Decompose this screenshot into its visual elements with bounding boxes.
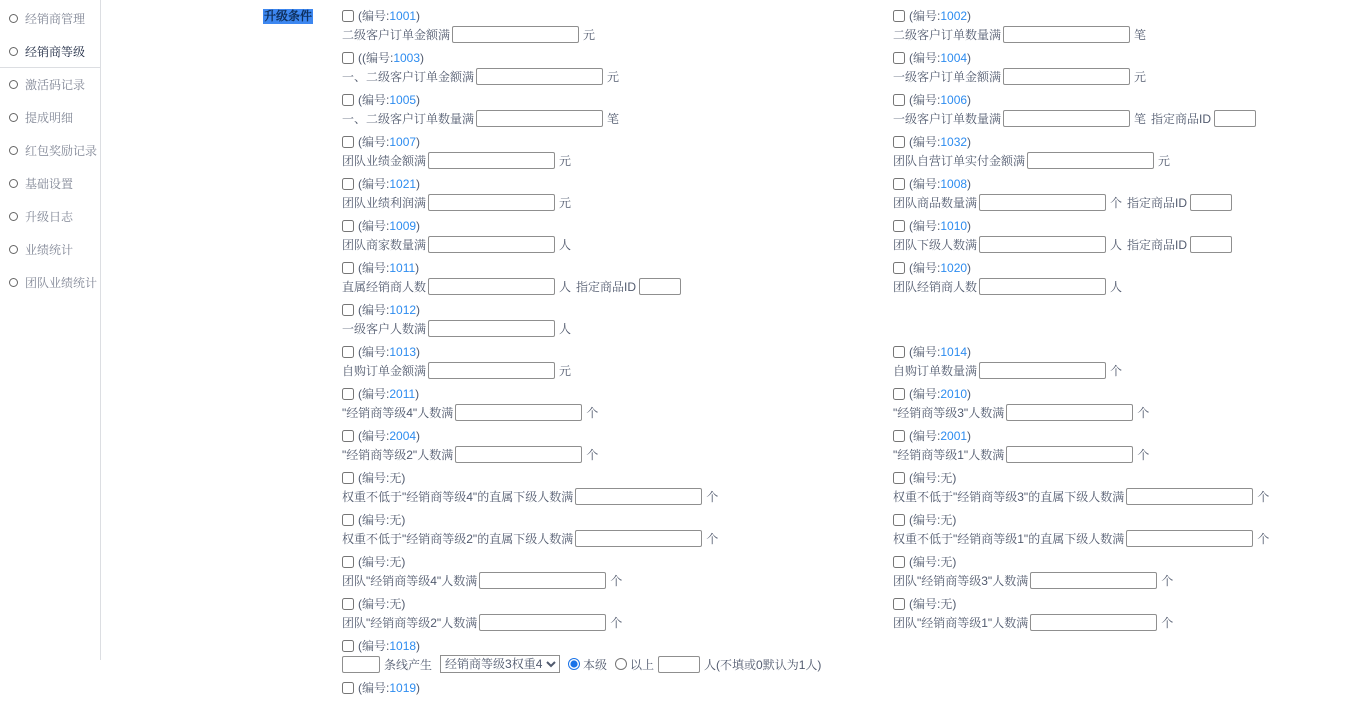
condition-block-无: [342, 512, 893, 547]
lines-count-input[interactable]: [342, 656, 380, 673]
unit-label: 人: [1110, 279, 1123, 294]
condition-block-1020: [893, 260, 1353, 295]
condition-block-1005: [342, 92, 893, 127]
sidebar-item-label: 经销商管理: [25, 12, 86, 26]
circle-bullet-icon: [9, 245, 18, 254]
unit-label: 个: [610, 573, 623, 588]
unit-label: 个: [610, 615, 623, 630]
condition-block-1008: [893, 176, 1353, 211]
sidebar-item-7[interactable]: [0, 233, 100, 266]
condition-col-left: [342, 176, 893, 218]
condition-checkbox-2011[interactable]: [342, 388, 354, 400]
scope-radio-option[interactable]: [564, 656, 607, 673]
condition-col-right: [893, 176, 1353, 218]
condition-block-1011: [342, 260, 893, 295]
scope-radio-label: 以上: [630, 657, 655, 672]
condition-row-5: [342, 218, 1353, 260]
condition-checkbox-1008[interactable]: [893, 178, 905, 190]
circle-bullet-icon: [9, 80, 18, 89]
condition-value-input-1011[interactable]: [428, 278, 555, 295]
circle-bullet-icon: [9, 14, 18, 23]
condition-col-left: [342, 554, 893, 596]
condition-code: (编号:1020): [909, 261, 972, 275]
condition-block-1018: [342, 638, 893, 673]
condition-code: (编号:无): [358, 471, 406, 485]
condition-col-left: [342, 680, 893, 703]
condition-checkbox-1019[interactable]: [342, 682, 354, 694]
sidebar-item-8[interactable]: [0, 266, 100, 299]
unit-label: 元: [559, 195, 572, 210]
sidebar-item-5[interactable]: [0, 167, 100, 200]
condition-label: 团队业绩金额满: [342, 153, 427, 168]
unit-label: 个: [706, 531, 719, 546]
unit-label: 个: [586, 447, 599, 462]
condition-checkbox-2010[interactable]: [893, 388, 905, 400]
condition-value-input-无[interactable]: [575, 530, 702, 547]
condition-code: (编号:1021): [358, 177, 421, 191]
condition-label: 二级客户订单金额满: [342, 27, 451, 42]
sidebar-item-label: 升级日志: [25, 210, 74, 224]
sidebar-item-2[interactable]: [0, 68, 100, 101]
condition-value-input-无[interactable]: [479, 572, 606, 589]
sidebar-item-1[interactable]: [0, 35, 100, 68]
condition-value-input-1007[interactable]: [428, 152, 555, 169]
condition-value-input-1020[interactable]: [979, 278, 1106, 295]
condition-checkbox-1006[interactable]: [893, 94, 905, 106]
condition-col-left: [342, 428, 893, 470]
condition-value-input-2010[interactable]: [1006, 404, 1133, 421]
product-id-label: 指定商品ID: [1127, 237, 1188, 252]
condition-code: (编号:1010): [909, 219, 972, 233]
condition-col-right: [893, 512, 1353, 554]
condition-block-1014: [893, 344, 1353, 379]
condition-block-1013: [342, 344, 893, 379]
condition-col-right: [893, 638, 1353, 680]
condition-checkbox-1020[interactable]: [893, 262, 905, 274]
condition-value-input-无[interactable]: [575, 488, 702, 505]
condition-block-1006: [893, 92, 1353, 127]
condition-code: (编号:1019): [358, 681, 421, 695]
condition-value-input-1010[interactable]: [979, 236, 1106, 253]
condition-code: (编号:无): [358, 555, 406, 569]
condition-value-input-1004[interactable]: [1003, 68, 1130, 85]
condition-row-4: [342, 176, 1353, 218]
condition-col-left: [342, 260, 893, 302]
sidebar-item-3[interactable]: [0, 101, 100, 134]
condition-block-1003: [342, 50, 893, 85]
condition-code: (编号:1001): [358, 9, 421, 23]
condition-block-1004: [893, 50, 1353, 85]
condition-label: 权重不低于"经销商等级4"的直属下级人数满: [342, 489, 574, 504]
condition-checkbox-无[interactable]: [893, 514, 905, 526]
condition-label: 团队"经销商等级3"人数满: [893, 573, 1029, 588]
condition-col-left: [342, 50, 893, 92]
condition-block-2004: [342, 428, 893, 463]
condition-col-left: [342, 218, 893, 260]
condition-label: 团队下级人数满: [893, 237, 978, 252]
condition-code: (编号:1013): [358, 345, 421, 359]
circle-bullet-icon: [9, 212, 18, 221]
unit-label: 人: [1110, 237, 1123, 252]
condition-value-input-1014[interactable]: [979, 362, 1106, 379]
condition-label: "经销商等级3"人数满: [893, 405, 1005, 420]
condition-value-input-2011[interactable]: [455, 404, 582, 421]
sidebar-item-label: 红包奖励记录: [25, 144, 98, 158]
condition-row-11: [342, 470, 1353, 512]
condition-value-input-无[interactable]: [1126, 530, 1253, 547]
condition-block-1002: [893, 8, 1353, 43]
condition-label: "经销商等级4"人数满: [342, 405, 454, 420]
people-hint-label: 人(不填或0默认为1人): [704, 657, 822, 672]
condition-code: (编号:1009): [358, 219, 421, 233]
scope-radio-1[interactable]: [615, 658, 627, 670]
condition-label: 自购订单金额满: [342, 363, 427, 378]
condition-code: (编号:1032): [909, 135, 972, 149]
unit-label: 笔: [1134, 27, 1147, 42]
sidebar-item-label: 业绩统计: [25, 243, 74, 257]
unit-label: 个: [1137, 447, 1150, 462]
condition-checkbox-无[interactable]: [342, 514, 354, 526]
condition-checkbox-1021[interactable]: [342, 178, 354, 190]
condition-checkbox-无[interactable]: [893, 556, 905, 568]
condition-code: (编号:1011): [358, 261, 420, 275]
condition-row-7: [342, 302, 1353, 344]
condition-code: (编号:1006): [909, 93, 972, 107]
condition-col-left: [342, 512, 893, 554]
condition-checkbox-1010[interactable]: [893, 220, 905, 232]
unit-label: 个: [586, 405, 599, 420]
condition-value-input-无[interactable]: [479, 614, 606, 631]
condition-row-13: [342, 554, 1353, 596]
lines-produce-label: 条线产生: [384, 657, 433, 672]
condition-code: (编号:无): [358, 597, 406, 611]
scope-radio-option[interactable]: [611, 656, 654, 673]
condition-row-1: [342, 50, 1353, 92]
condition-checkbox-1005[interactable]: [342, 94, 354, 106]
condition-checkbox-1009[interactable]: [342, 220, 354, 232]
upgrade-conditions-label: 升级条件: [263, 9, 312, 23]
condition-value-input-2001[interactable]: [1006, 446, 1133, 463]
condition-value-input-1021[interactable]: [428, 194, 555, 211]
condition-label: 一级客户订单数量满: [893, 111, 1002, 126]
condition-value-input-无[interactable]: [1030, 614, 1157, 631]
level-weight-select[interactable]: [440, 655, 560, 673]
condition-block-无: [893, 470, 1353, 505]
condition-col-right: [893, 470, 1353, 512]
condition-row-8: [342, 344, 1353, 386]
condition-row-0: [342, 8, 1353, 50]
condition-block-无: [893, 512, 1353, 547]
circle-bullet-icon: [9, 146, 18, 155]
condition-col-left: [342, 134, 893, 176]
condition-row-14: [342, 596, 1353, 638]
condition-value-input-1009[interactable]: [428, 236, 555, 253]
unit-label: 人: [559, 237, 572, 252]
condition-checkbox-1018[interactable]: [342, 640, 354, 652]
condition-block-无: [342, 470, 893, 505]
unit-label: 元: [583, 27, 596, 42]
unit-label: 元: [559, 363, 572, 378]
condition-value-input-无[interactable]: [1030, 572, 1157, 589]
condition-block-2001: [893, 428, 1353, 463]
condition-row-10: [342, 428, 1353, 470]
condition-col-right: [893, 386, 1353, 428]
unit-label: 个: [1110, 195, 1123, 210]
condition-code: (编号:2001): [909, 429, 972, 443]
condition-label: 一级客户人数满: [342, 321, 427, 336]
people-count-input[interactable]: [658, 656, 700, 673]
condition-col-left: [342, 8, 893, 50]
condition-row-6: [342, 260, 1353, 302]
condition-block-2010: [893, 386, 1353, 421]
condition-code: (编号:1012): [358, 303, 421, 317]
condition-code: (编号:2011): [358, 387, 420, 401]
condition-col-left: [342, 302, 893, 344]
unit-label: 个: [1137, 405, 1150, 420]
upgrade-conditions-form-row: [101, 8, 1353, 703]
condition-label: 权重不低于"经销商等级2"的直属下级人数满: [342, 531, 574, 546]
scope-radio-label: 本级: [583, 657, 608, 672]
condition-col-right: [893, 596, 1353, 638]
condition-code: (编号:2004): [358, 429, 421, 443]
conditions-area: [342, 8, 1353, 703]
condition-label: "经销商等级1"人数满: [893, 447, 1005, 462]
condition-col-left: [342, 596, 893, 638]
scope-radio-0[interactable]: [568, 658, 580, 670]
condition-value-input-1002[interactable]: [1003, 26, 1130, 43]
condition-label: 自购订单数量满: [893, 363, 978, 378]
condition-code: (编号:1004): [909, 51, 972, 65]
condition-label: 团队经销商人数: [893, 279, 978, 294]
condition-col-right: [893, 92, 1353, 134]
condition-value-input-1003[interactable]: [476, 68, 603, 85]
condition-label: 一、二级客户订单数量满: [342, 111, 475, 126]
condition-col-right: [893, 344, 1353, 386]
sidebar-item-6[interactable]: [0, 200, 100, 233]
unit-label: 个: [1257, 489, 1270, 504]
condition-value-input-1032[interactable]: [1027, 152, 1154, 169]
condition-code: (编号:无): [358, 513, 406, 527]
unit-label: 人: [559, 321, 572, 336]
condition-col-left: [342, 92, 893, 134]
condition-checkbox-无[interactable]: [893, 472, 905, 484]
unit-label: 个: [706, 489, 719, 504]
circle-bullet-icon: [9, 179, 18, 188]
unit-label: 个: [1257, 531, 1270, 546]
sidebar-item-0[interactable]: [0, 2, 100, 35]
condition-label: 团队"经销商等级1"人数满: [893, 615, 1029, 630]
condition-label: 权重不低于"经销商等级1"的直属下级人数满: [893, 531, 1125, 546]
condition-label: 一级客户订单金额满: [893, 69, 1002, 84]
unit-label: 个: [1161, 615, 1174, 630]
sidebar-item-label: 团队业绩统计: [25, 276, 98, 290]
condition-col-right: [893, 554, 1353, 596]
unit-label: 元: [1134, 69, 1147, 84]
condition-col-left: [342, 470, 893, 512]
condition-label: 团队"经销商等级2"人数满: [342, 615, 478, 630]
product-id-input-1010[interactable]: [1190, 236, 1232, 253]
condition-checkbox-无[interactable]: [342, 556, 354, 568]
condition-label: 直属经销商人数: [342, 279, 427, 294]
condition-code: (编号:无): [909, 555, 957, 569]
condition-col-right: [893, 302, 1353, 344]
condition-block-1032: [893, 134, 1353, 169]
unit-label: 人: [559, 279, 572, 294]
condition-code: (编号:无): [909, 597, 957, 611]
condition-block-1001: [342, 8, 893, 43]
product-id-label: 指定商品ID: [1151, 111, 1212, 126]
condition-row-9: [342, 386, 1353, 428]
circle-bullet-icon: [9, 113, 18, 122]
condition-col-right: [893, 134, 1353, 176]
condition-code: (编号:1014): [909, 345, 972, 359]
condition-label: 团队自营订单实付金额满: [893, 153, 1026, 168]
condition-checkbox-无[interactable]: [893, 598, 905, 610]
condition-code: (编号:无): [909, 471, 957, 485]
condition-checkbox-1032[interactable]: [893, 136, 905, 148]
condition-label: 团队业绩利润满: [342, 195, 427, 210]
unit-label: 笔: [1134, 111, 1147, 126]
condition-col-left: [342, 344, 893, 386]
condition-row-2: [342, 92, 1353, 134]
condition-block-1010: [893, 218, 1353, 253]
condition-value-input-无[interactable]: [1126, 488, 1253, 505]
condition-col-left: [342, 386, 893, 428]
condition-row-3: [342, 134, 1353, 176]
product-id-input-1008[interactable]: [1190, 194, 1232, 211]
condition-block-1009: [342, 218, 893, 253]
condition-checkbox-1014[interactable]: [893, 346, 905, 358]
condition-block-1007: [342, 134, 893, 169]
condition-value-input-1012[interactable]: [428, 320, 555, 337]
condition-col-left: [342, 638, 893, 680]
condition-value-input-1005[interactable]: [476, 110, 603, 127]
condition-block-1019: [342, 680, 893, 696]
sidebar-item-4[interactable]: [0, 134, 100, 167]
condition-col-right: [893, 218, 1353, 260]
condition-checkbox-2001[interactable]: [893, 430, 905, 442]
unit-label: 个: [1161, 573, 1174, 588]
condition-value-input-2004[interactable]: [455, 446, 582, 463]
condition-block-1021: [342, 176, 893, 211]
condition-checkbox-无[interactable]: [342, 598, 354, 610]
condition-block-1012: [342, 302, 893, 337]
condition-block-无: [893, 596, 1353, 631]
condition-checkbox-1003[interactable]: [342, 52, 354, 64]
condition-code: ((编号:1003): [358, 51, 425, 65]
condition-checkbox-1012[interactable]: [342, 304, 354, 316]
circle-bullet-icon: [9, 47, 18, 56]
sidebar-item-label: 激活码记录: [25, 78, 86, 92]
unit-label: 元: [607, 69, 620, 84]
condition-col-right: [893, 50, 1353, 92]
condition-code: (编号:1002): [909, 9, 972, 23]
condition-checkbox-1001[interactable]: [342, 10, 354, 22]
condition-checkbox-1002[interactable]: [893, 10, 905, 22]
condition-label: 二级客户订单数量满: [893, 27, 1002, 42]
condition-block-无: [342, 596, 893, 631]
condition-label: 一、二级客户订单金额满: [342, 69, 475, 84]
condition-code: (编号:1005): [358, 93, 421, 107]
condition-block-2011: [342, 386, 893, 421]
product-id-label: 指定商品ID: [576, 279, 637, 294]
unit-label: 笔: [607, 111, 620, 126]
condition-row-12: [342, 512, 1353, 554]
condition-row-16: [342, 680, 1353, 703]
condition-code: (编号:2010): [909, 387, 972, 401]
sidebar-item-label: 基础设置: [25, 177, 74, 191]
condition-value-input-1008[interactable]: [979, 194, 1106, 211]
unit-label: 个: [1110, 363, 1123, 378]
condition-checkbox-无[interactable]: [342, 472, 354, 484]
condition-label: 团队"经销商等级4"人数满: [342, 573, 478, 588]
condition-value-input-1013[interactable]: [428, 362, 555, 379]
unit-label: 元: [559, 153, 572, 168]
condition-checkbox-1011[interactable]: [342, 262, 354, 274]
sidebar-item-label: 经销商等级: [25, 44, 86, 59]
main-content: [101, 0, 1353, 695]
condition-code: (编号:1018): [358, 639, 421, 653]
condition-col-right: [893, 680, 1353, 703]
product-id-input-1006[interactable]: [1214, 110, 1256, 127]
sidebar-nav: [0, 0, 101, 660]
condition-col-right: [893, 428, 1353, 470]
sidebar-item-label: 提成明细: [25, 111, 74, 125]
unit-label: 元: [1158, 153, 1171, 168]
condition-block-无: [342, 554, 893, 589]
condition-label: 团队商品数量满: [893, 195, 978, 210]
condition-value-input-1006[interactable]: [1003, 110, 1130, 127]
product-id-input-1011[interactable]: [639, 278, 681, 295]
condition-checkbox-1013[interactable]: [342, 346, 354, 358]
condition-code: (编号:1007): [358, 135, 421, 149]
condition-checkbox-1004[interactable]: [893, 52, 905, 64]
condition-block-无: [893, 554, 1353, 589]
condition-code: (编号:1008): [909, 177, 972, 191]
condition-checkbox-2004[interactable]: [342, 430, 354, 442]
condition-row-15: [342, 638, 1353, 680]
condition-checkbox-1007[interactable]: [342, 136, 354, 148]
circle-bullet-icon: [9, 278, 18, 287]
condition-code: (编号:无): [909, 513, 957, 527]
condition-col-right: [893, 260, 1353, 302]
product-id-label: 指定商品ID: [1127, 195, 1188, 210]
condition-label: 团队商家数量满: [342, 237, 427, 252]
condition-label: 权重不低于"经销商等级3"的直属下级人数满: [893, 489, 1125, 504]
condition-col-right: [893, 8, 1353, 50]
condition-label: "经销商等级2"人数满: [342, 447, 454, 462]
condition-value-input-1001[interactable]: [452, 26, 579, 43]
form-label-col: [101, 8, 313, 24]
